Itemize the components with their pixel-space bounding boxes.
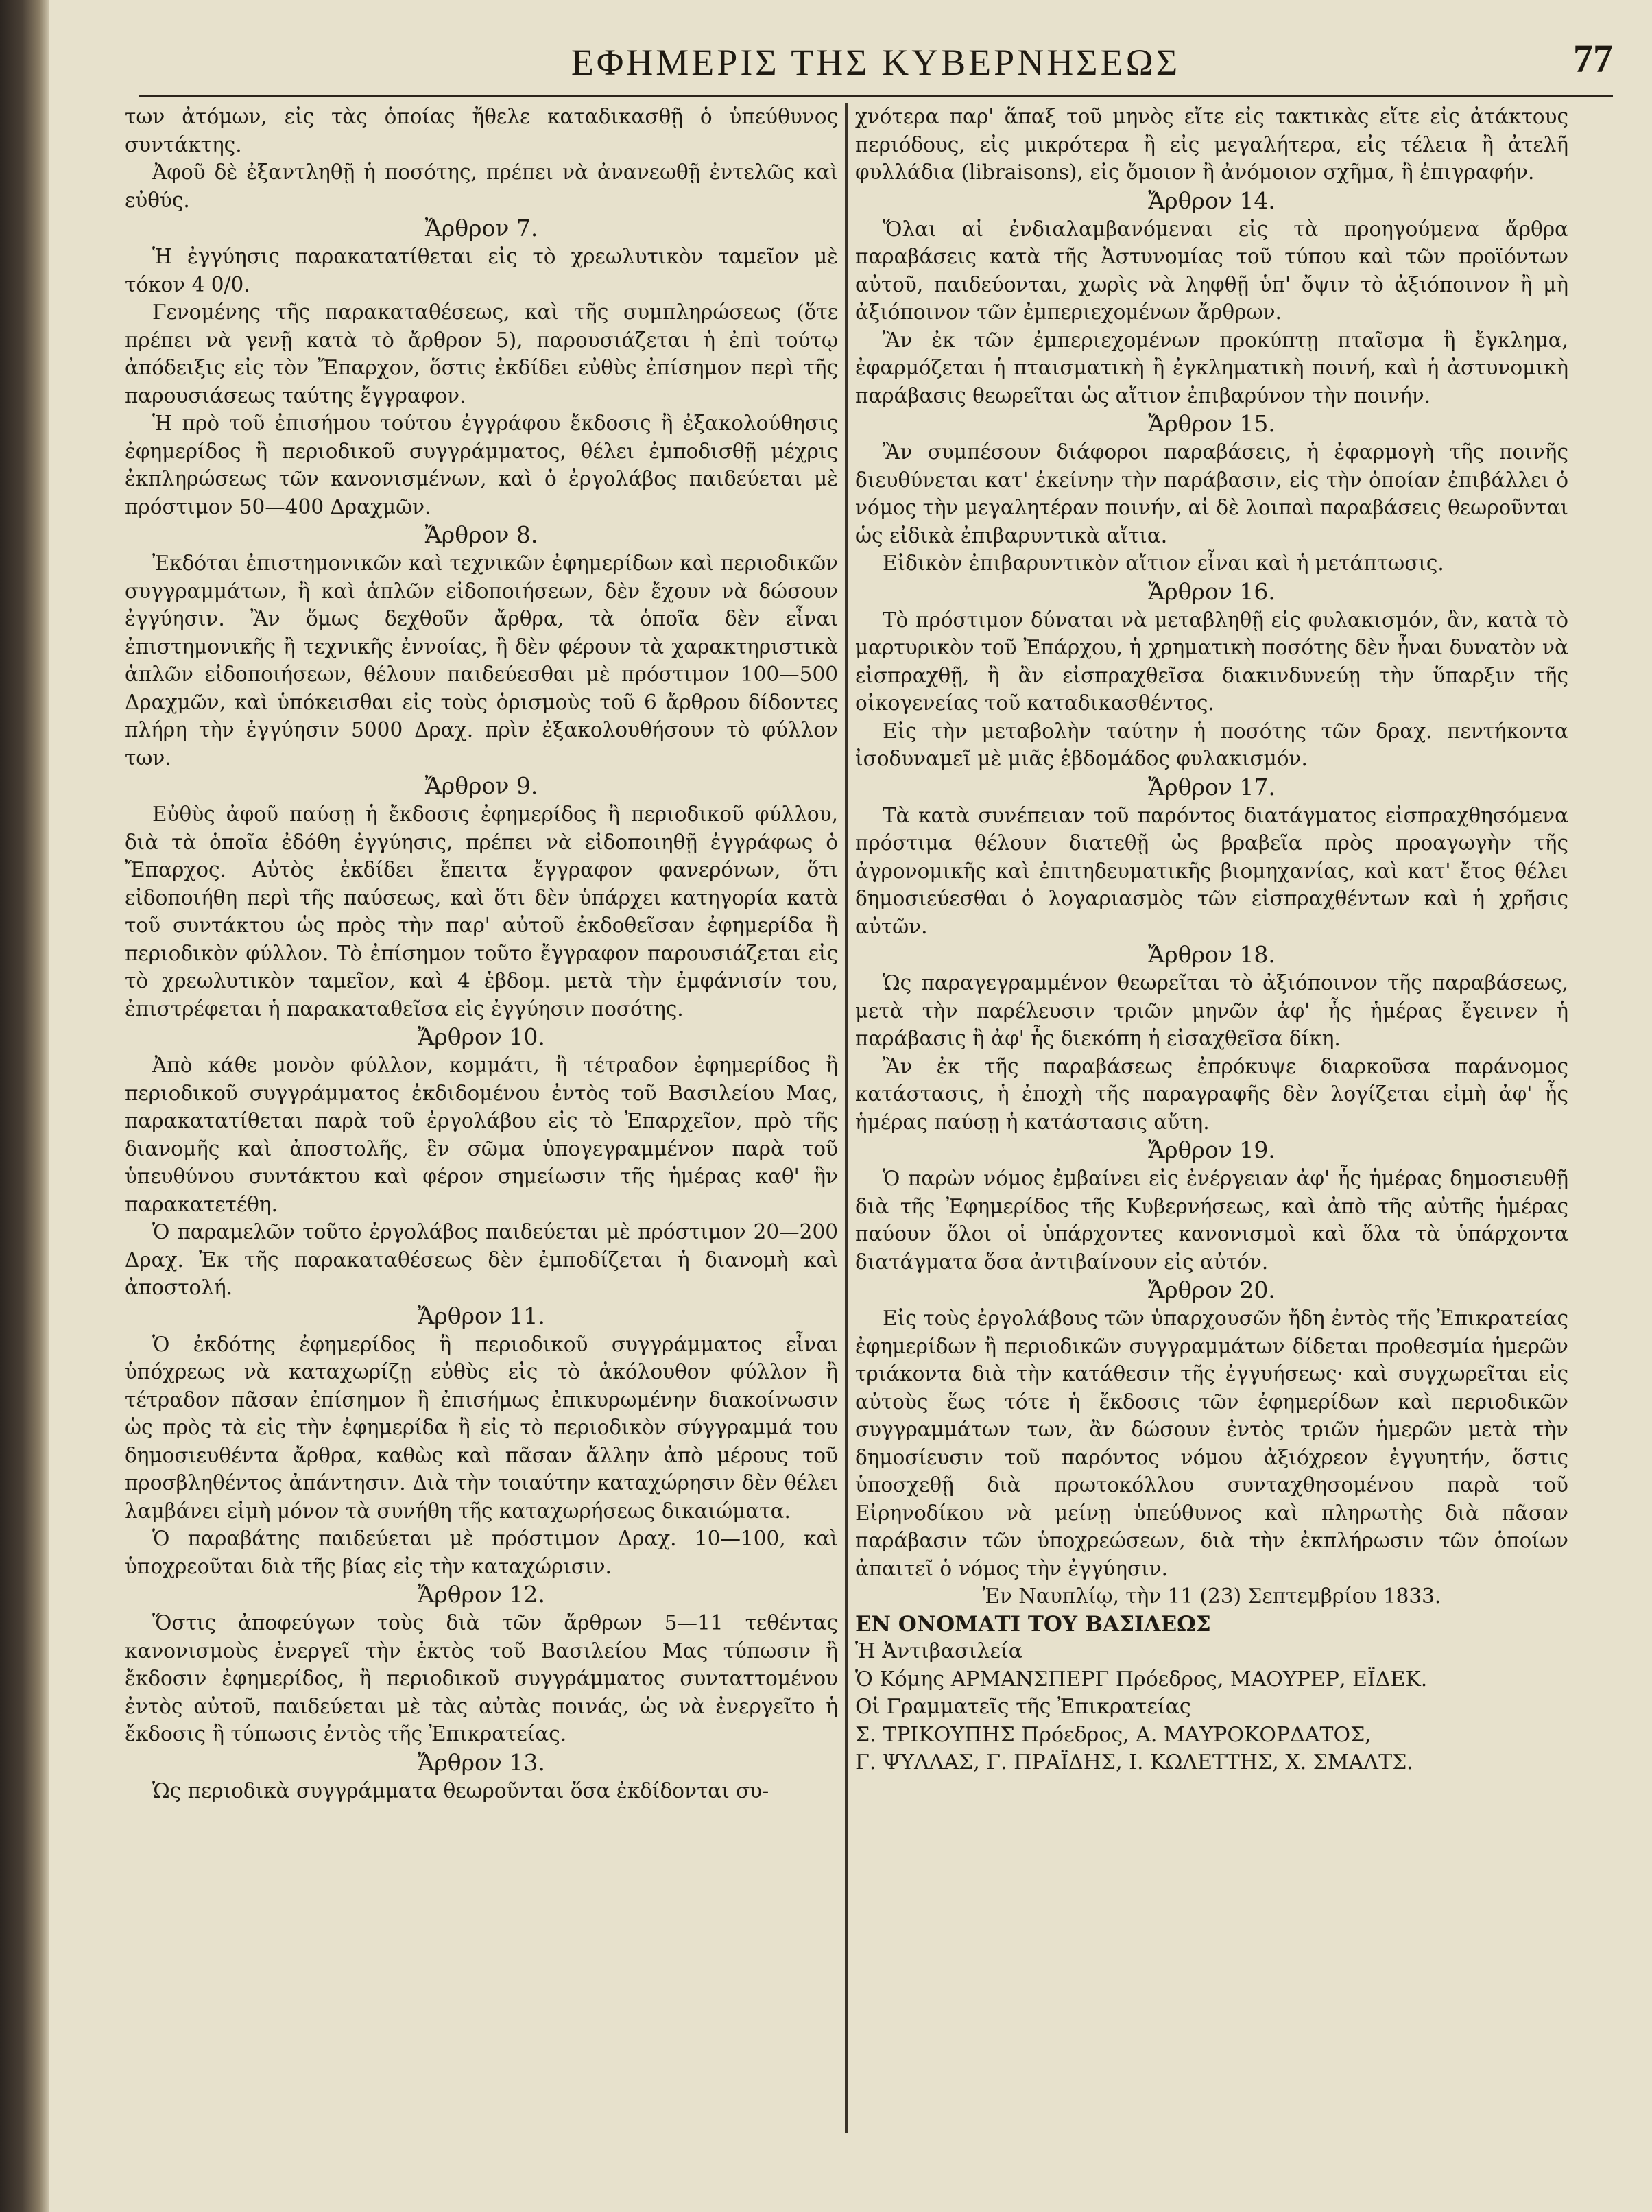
article-heading: Ἄρθρον 9.	[424, 772, 538, 799]
article-heading: Ἄρθρον 17.	[1148, 773, 1276, 800]
article-heading: Ἄρθρον 13.	[418, 1748, 545, 1776]
newspaper-title: ΕΦΗΜΕΡΙΣ ΤΗΣ ΚΥΒΕΡΝΗΣΕΩΣ	[571, 42, 1181, 83]
secretaries-signatures-line-2: Γ. ΨΥΛΛΑΣ, Γ. ΠΡΑΪΔΗΣ, Ι. ΚΩΛΕΤΤΗΣ, Χ. ΣΜΑΛΤΣ.	[855, 1750, 1413, 1774]
page-number: 77	[1573, 36, 1613, 81]
article-heading: Ἄρθρον 19.	[1148, 1137, 1276, 1163]
article-heading: Ἄρθρον 7.	[424, 215, 538, 241]
paragraph: Ὁ ἐκδότης ἐφημερίδος ἢ περιοδικοῦ συγγράμματος εἶναι ὑπόχρεως νὰ καταχωρίζῃ εὐθὺς εἰς τὸ ἀκόλουθον φύλλον ἢ τέτραδον πᾶσαν ἐπίσημον ἢ ἐπισήμως ἐπικυρωμένην διακοίνωσιν ὡς πρὸς τὰ εἰς τὴν ἐφημερίδα ἢ εἰς τὸ περιοδικὸν σύγγραμμά του δημοσιευθέντα ἄρθρα, καθὼς καὶ πᾶσαν ἄλλην ἀπὸ μέρους τοῦ προσβληθέντος ἀπάντησιν. Διὰ τὴν τοιαύτην καταχώρησιν δὲν θέλει λαμβάνει εἰμὴ μόνον τὰ συνήθη τῆς καταχωρήσεως δικαιώματα.	[125, 1332, 838, 1523]
paragraph: Εἰς τὴν μεταβολὴν ταύτην ἡ ποσότης τῶν δραχ. πεντήκοντα ἰσοδυναμεῖ μὲ μιᾶς ἑβδομάδος φυλακισμόν.	[855, 719, 1568, 770]
article-heading: Ἄρθρον 12.	[418, 1581, 545, 1608]
paragraph: Ἀφοῦ δὲ ἐξαντληθῇ ἡ ποσότης, πρέπει νὰ ἀνανεωθῇ ἐντελῶς καὶ εὐθύς.	[125, 160, 838, 212]
right-column	[855, 103, 1568, 2167]
paragraph: Ὡς περιοδικὰ συγγράμματα θεωροῦνται ὅσα ἐκδίδονται συ-	[152, 1779, 769, 1803]
paragraph: Ἂν ἐκ τῆς παραβάσεως ἐπρόκυψε διαρκοῦσα παράνομος κατάστασις, ἡ ἐποχὴ τῆς παραγραφῆς δὲν λογίζεται εἰμὴ ἀφ' ἧς ἡμέρας παύσῃ ἡ κατάστασις αὕτη.	[855, 1054, 1568, 1134]
regency-label: Ἡ Ἀντιβασιλεία	[855, 1639, 1022, 1663]
paragraph: Τὸ πρόστιμον δύναται νὰ μεταβληθῇ εἰς φυλακισμόν, ἂν, κατὰ τὸ μαρτυρικὸν τοῦ Ἐπάρχου, ἡ χρηματικὴ ποσότης δὲν ἦναι δυνατὸν νὰ εἰσπραχθῇ, ἢ ἂν εἰσπραχθεῖσα διακινδυνεύῃ τὴν ὕπαρξιν τῆς οἰκογενείας τοῦ καταδικασθέντος.	[855, 608, 1568, 715]
paragraph: Ἡ ἐγγύησις παρακατατίθεται εἰς τὸ χρεωλυτικὸν ταμεῖον μὲ τόκον 4 0/0.	[125, 245, 838, 296]
secretaries-signatures-line-1: Σ. ΤΡΙΚΟΥΠΗΣ Πρόεδρος, Α. ΜΑΥΡΟΚΟΡΔΑΤΟΣ,	[855, 1722, 1372, 1747]
article-heading: Ἄρθρον 15.	[1148, 410, 1276, 437]
article-heading: Ἄρθρον 16.	[1148, 578, 1276, 605]
paragraph: Ἀπὸ κάθε μονὸν φύλλον, κομμάτι, ἢ τέτραδον ἐφημερίδος ἢ περιοδικοῦ συγγράμματος ἐκδιδομένου ἐντὸς τοῦ Βασιλείου Μας, παρακατατίθεται παρὰ τοῦ ἐργολάβου εἰς τὸ Ἐπαρχεῖον, πρὸ τῆς διανομῆς καὶ ἀποστολῆς, ἓν σῶμα ὑπογεγραμμένον παρὰ τοῦ ὑπευθύνου συντάκτου καὶ φέρον σημείωσιν τῆς ἡμέρας καθ' ἣν παρακατετέθη.	[125, 1054, 838, 1216]
paragraph: Ἡ πρὸ τοῦ ἐπισήμου τούτου ἐγγράφου ἔκδοσις ἢ ἐξακολούθησις ἐφημερίδος ἢ περιοδικοῦ συγγράμματος, θέλει ἐμποδισθῇ μέχρις ἐκπληρώσεως τῶν κανονισμένων, καὶ ὁ ἐργολάβος παιδεύεται μὲ πρόστιμον 50—400 Δραχμῶν.	[125, 412, 838, 519]
paragraph: Ὁ παραβάτης παιδεύεται μὲ πρόστιμον Δραχ. 10—100, καὶ ὑποχρεοῦται διὰ τῆς βίας εἰς τὴν καταχώρισιν.	[125, 1527, 838, 1578]
article-heading: Ἄρθρον 20.	[1148, 1276, 1276, 1303]
article-heading: Ἄρθρον 18.	[1148, 941, 1276, 968]
article-heading: Ἄρθρον 11.	[418, 1302, 545, 1329]
book-binding-shadow	[0, 0, 49, 2212]
paragraph: Ὁ παραμελῶν τοῦτο ἐργολάβος παιδεύεται μὲ πρόστιμον 20—200 Δραχ. Ἐκ τῆς παρακαταθέσεως δὲν ἐμποδίζεται ἡ διανομὴ καὶ ἀποστολή.	[125, 1220, 838, 1299]
newspaper-page	[49, 0, 1652, 2212]
date-line: Ἐν Ναυπλίῳ, τὴν 11 (23) Σεπτεμβρίου 1833.	[982, 1584, 1441, 1608]
paragraph: Εἰδικὸν ἐπιβαρυντικὸν αἴτιον εἶναι καὶ ἡ μετάπτωσις.	[883, 551, 1444, 575]
regents-signatures: Ὁ Κόμης ΑΡΜΑΝΣΠΕΡΓ Πρόεδρος, ΜΑΟΥΡΕΡ, ΕΪΔΕΚ.	[855, 1667, 1428, 1691]
article-heading: Ἄρθρον 8.	[424, 521, 538, 548]
article-heading: Ἄρθρον 10.	[418, 1023, 545, 1050]
paragraph: Ἐκδόται ἐπιστημονικῶν καὶ τεχνικῶν ἐφημερίδων καὶ περιοδικῶν συγγραμμάτων, ἢ καὶ ἁπλῶν εἰδοποιήσεων, δὲν ἔχουν νὰ δώσουν ἐγγύησιν. Ἂν ὅμως δεχθοῦν ἄρθρα, τὰ ὁποῖα δὲν εἶναι ἐπιστημονικῆς ἢ τεχνικῆς ἐννοίας, ἢ δὲν φέρουν τὰ χαρακτηριστικὰ ἁπλῶν εἰδοποιήσεων, θέλουν παιδεύεσθαι μὲ πρόστιμον 100—500 Δραχμῶν, καὶ ὑπόκεισθαι εἰς τοὺς ὁρισμοὺς τοῦ 6 ἄρθρου δίδοντες πλήρη τὴν ἐγγύησιν 5000 Δραχ. πρὶν ἐξακολουθήσουν τὸ φύλλον των.	[125, 551, 838, 770]
paragraph: Γενομένης τῆς παρακαταθέσεως, καὶ τῆς συμπληρώσεως (ὅτε πρέπει νὰ γενῇ κατὰ τὸ ἄρθρον 5), παρουσιάζεται ἡ ἐπὶ τούτῳ ἀπόδειξις εἰς τὸν Ἔπαρχον, ὅστις ἐκδίδει εὐθὺς ἐπίσημον περὶ τῆς παρουσιάσεως ταύτης ἔγγραφον.	[125, 300, 838, 407]
signature-title: ΕΝ ΟΝΟΜΑΤΙ ΤΟΥ ΒΑΣΙΛΕΩΣ	[855, 1611, 1211, 1637]
paragraph: Ἂν συμπέσουν διάφοροι παραβάσεις, ἡ ἐφαρμογὴ τῆς ποινῆς διευθύνεται κατ' ἐκείνην τὴν παράβασιν, εἰς τὴν ὁποίαν ἐπιβάλλει ὁ νόμος τὴν μεγαλητέραν ποινήν, αἱ δὲ λοιπαὶ παραβάσεις θεωροῦνται ὡς εἰδικὰ ἐπιβαρυντικὰ αἴτια.	[855, 440, 1568, 547]
paragraph: Τὰ κατὰ συνέπειαν τοῦ παρόντος διατάγματος εἰσπραχθησόμενα πρόστιμα θέλουν διατεθῇ ὡς βραβεῖα πρὸς προαγωγὴν τῆς ἀγρονομικῆς καὶ ἐπιτηδευματικῆς βιομηχανίας, καὶ κατ' ἔτος θέλει δημοσιεύεσθαι ὁ λογαριασμὸς τῶν εἰσπραχθέντων καὶ ἡ χρῆσις αὐτῶν.	[855, 803, 1568, 938]
paragraph: Ὁ παρὼν νόμος ἐμβαίνει εἰς ἐνέργειαν ἀφ' ἧς ἡμέρας δημοσιευθῇ διὰ τῆς Ἐφημερίδος τῆς Κυβερνήσεως, καὶ ἀπὸ τῆς αὐτῆς ἡμέρας παύουν ὅλοι οἱ ὑπάρχοντες κανονισμοὶ καὶ ὅλα τὰ ὑπάρχοντα διατάγματα ὅσα ἀντιβαίνουν εἰς αὐτόν.	[855, 1167, 1568, 1274]
article-heading: Ἄρθρον 14.	[1148, 187, 1276, 214]
paragraph: χνότερα παρ' ἅπαξ τοῦ μηνὸς εἴτε εἰς τακτικὰς εἴτε εἰς ἀτάκτους περιόδους, εἰς μικρότερα ἢ εἰς μεγαλήτερα, εἰς τέλεια ἢ ἀτελῆ φυλλάδια (libraisons), εἰς ὅμοιον ἢ ἀνόμοιον σχῆμα, ἢ ἐπιγραφήν.	[855, 105, 1568, 184]
secretaries-label: Οἱ Γραμματεῖς τῆς Ἐπικρατείας	[855, 1695, 1191, 1719]
paragraph: Εἰς τοὺς ἐργολάβους τῶν ὑπαρχουσῶν ἤδη ἐντὸς τῆς Ἐπικρατείας ἐφημερίδων ἢ περιοδικῶν συγγραμμάτων δίδεται προθεσμία ἡμερῶν τριάκοντα διὰ τὴν κατάθεσιν τῆς ἐγγυήσεως· καὶ συγχωρεῖται εἰς αὐτοὺς ἕως τότε ἡ ἔκδοσις τῶν ἐφημερίδων καὶ περιοδικῶν συγγραμμάτων των, ἂν δώσουν ἐντὸς τριῶν ἡμερῶν μετὰ τὴν δημοσίευσιν τοῦ παρόντος νόμου ἀξιόχρεον ἐγγυητήν, ὅστις ὑποσχεθῇ διὰ πρωτοκόλλου συνταχθησομένου παρὰ τοῦ Εἰρηνοδίκου νὰ μείνῃ ὑπεύθυνος καὶ πληρωτὴς διὰ πᾶσαν παράβασιν τῶν ὑποχρεώσεων, διὰ τὴν ἐκπλήρωσιν τῶν ὁποίων ἀπαιτεῖ ὁ νόμος τὴν ἐγγύησιν.	[855, 1307, 1568, 1580]
paragraph: Ἂν ἐκ τῶν ἐμπεριεχομένων προκύπτῃ πταῖσμα ἢ ἔγκλημα, ἐφαρμόζεται ἡ πταισματικὴ ἢ ἐγκληματικὴ ποινή, καὶ ἡ ἀστυνομικὴ παράβασις θεωρεῖται ὡς αἴτιον ἐπιβαρύνον τὴν ποινήν.	[855, 328, 1568, 407]
paragraph: Εὐθὺς ἀφοῦ παύσῃ ἡ ἔκδοσις ἐφημερίδος ἢ περιοδικοῦ φύλλου, διὰ τὰ ὁποῖα ἐδόθη ἐγγύησις, πρέπει νὰ εἰδοποιηθῇ ἐγγράφως ὁ Ἔπαρχος. Αὐτὸς ἐκδίδει ἔπειτα ἔγγραφον φανερόνων, ὅτι εἰδοποιήθη περὶ τῆς παύσεως, καὶ ὅτι δὲν ὑπάρχει κατηγορία κατὰ τοῦ συντάκτου ὡς πρὸς τὴν παρ' αὐτοῦ ἐκδοθεῖσαν ἐφημερίδα ἢ περιοδικὸν φύλλον. Τὸ ἐπίσημον τοῦτο ἔγγραφον παρουσιάζεται εἰς τὸ χρεωλυτικὸν ταμεῖον, καὶ 4 ἑβδομ. μετὰ τὴν ἐμφάνισίν του, ἐπιστρέφεται ἡ παρακαταθεῖσα εἰς ἐγγύησιν ποσότης.	[125, 802, 838, 1021]
paragraph: των ἀτόμων, εἰς τὰς ὁποίας ἤθελε καταδικασθῇ ὁ ὑπεύθυνος συντάκτης.	[125, 105, 838, 156]
paragraph: Ὅστις ἀποφεύγων τοὺς διὰ τῶν ἄρθρων 5—11 τεθέντας κανονισμοὺς ἐνεργεῖ τὴν ἐκτὸς τοῦ Βασιλείου Μας τύπωσιν ἢ ἔκδοσιν ἐφημερίδος, ἢ περιοδικοῦ συγγράμματος συνταττομένου ἐντὸς αὐτοῦ, παιδεύεται μὲ τὰς αὐτὰς ποινάς, ὡς νὰ ἐνεργεῖτο ἡ ἔκδοσις ἢ τύπωσις ἐντὸς τῆς Ἐπικρατείας.	[125, 1611, 838, 1746]
paragraph: Ὡς παραγεγραμμένον θεωρεῖται τὸ ἀξιόποινον τῆς παραβάσεως, μετὰ τὴν παρέλευσιν τριῶν μηνῶν ἀφ' ἧς ἡμέρας ἔγεινεν ἡ παράβασις ἢ ἀφ' ἧς διεκόπη ἡ εἰσαχθεῖσα δίκη.	[855, 971, 1568, 1050]
page-header	[139, 19, 1613, 97]
paragraph: Ὅλαι αἱ ἐνδιαλαμβανόμεναι εἰς τὰ προηγούμενα ἄρθρα παραβάσεις κατὰ τῆς Ἀστυνομίας τοῦ τύπου καὶ τῶν προϊόντων αὐτοῦ, παιδεύονται, χωρὶς νὰ ληφθῇ ὑπ' ὄψιν τὸ ἀξιόποινον ἢ μὴ ἀξιόποινον τῶν ἐμπεριεχομένων ἄρθρων.	[855, 217, 1568, 324]
left-column	[125, 103, 838, 2167]
column-divider	[845, 103, 848, 2133]
